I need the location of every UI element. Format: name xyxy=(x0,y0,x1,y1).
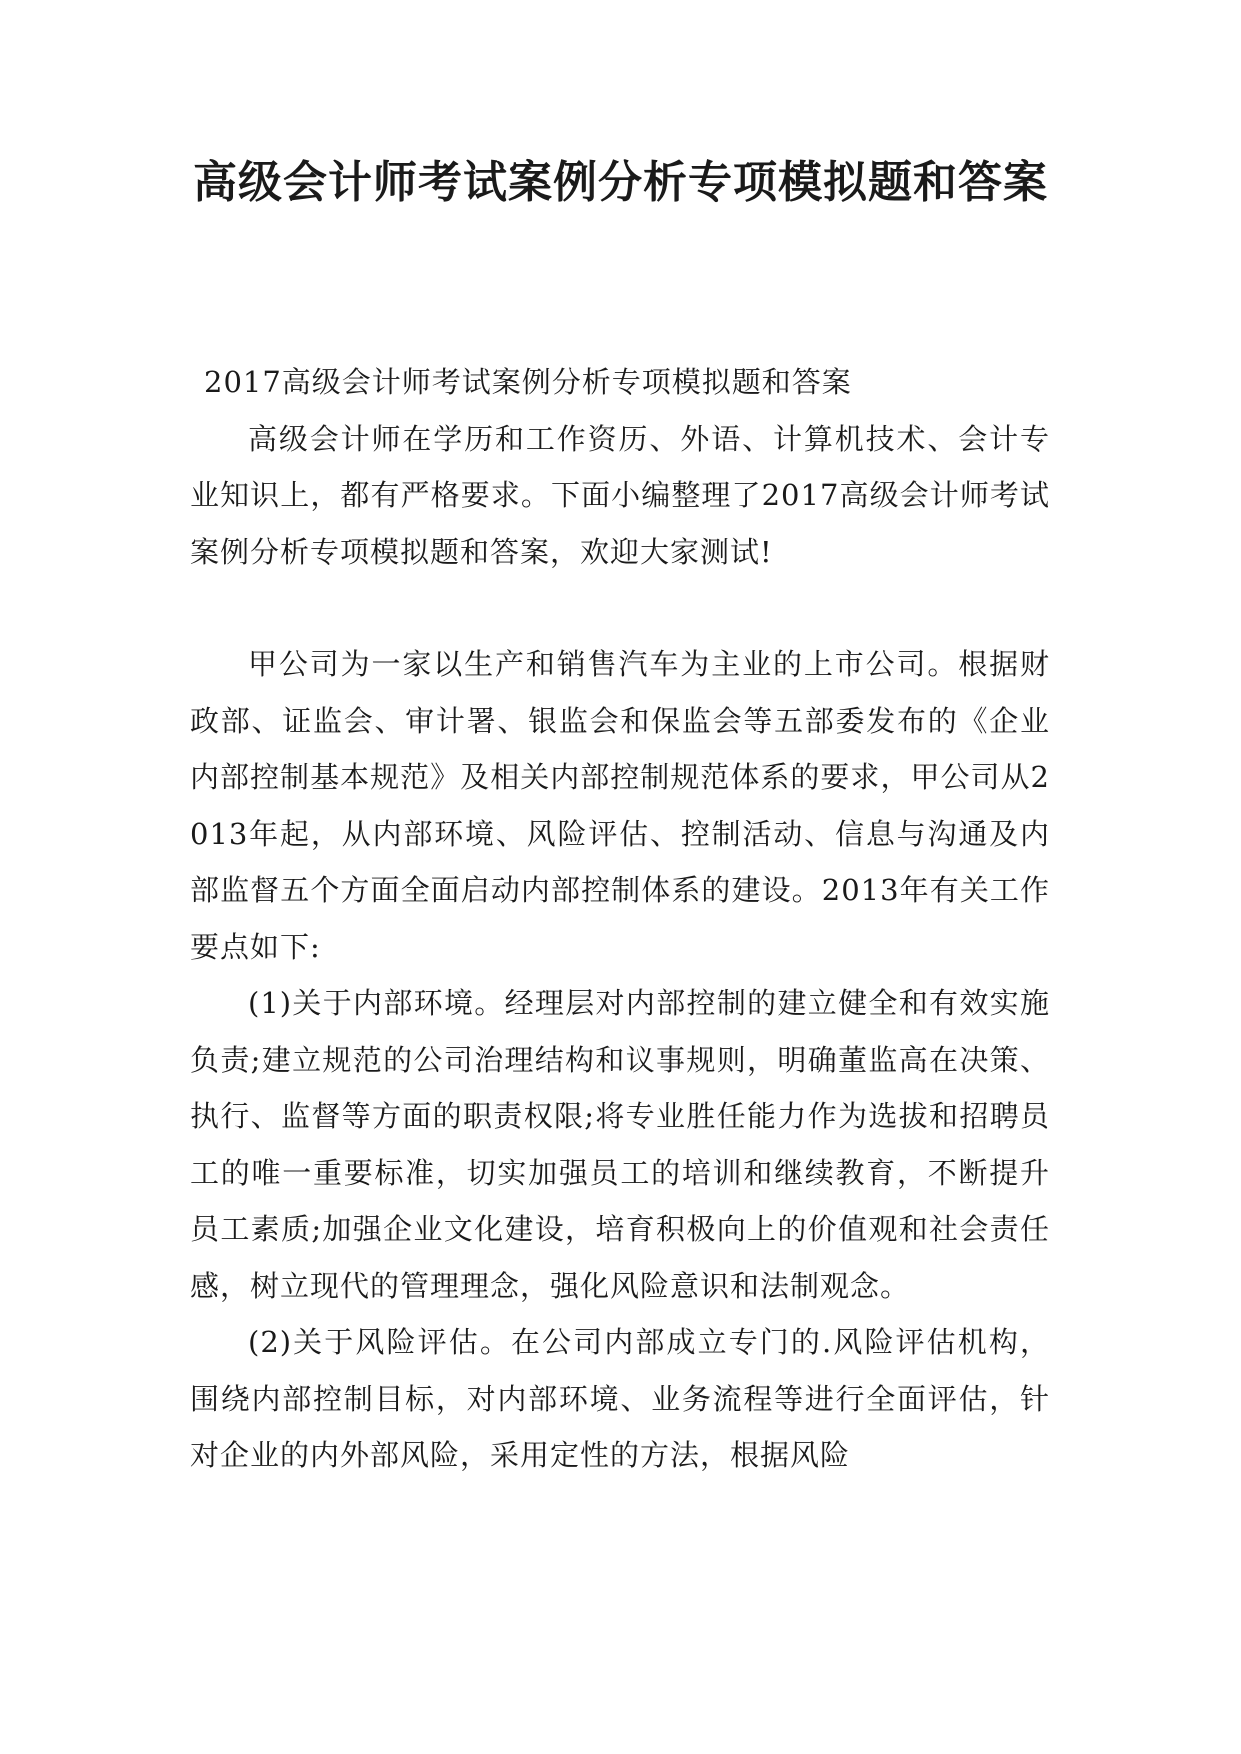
point-1-paragraph: (1)关于内部环境。经理层对内部控制的建立健全和有效实施负责;建立规范的公司治理结构和议事规则，明确董监高在决策、执行、监督等方面的职责权限;将专业胜任能力作为选拔和招聘员工的唯一重要标准，切实加强员工的培训和继续教育，不断提升员工素质;加强企业文化建设，培育积极向上的价值观和社会责任感，树立现代的管理理念，强化风险意识和法制观念。 xyxy=(190,986,1050,1303)
document-body xyxy=(190,354,1050,1484)
intro-paragraph: 高级会计师在学历和工作资历、外语、计算机技术、会计专业知识上，都有严格要求。下面小编整理了2017高级会计师考试案例分析专项模拟题和答案，欢迎大家测试! xyxy=(190,421,1050,569)
document-title: 高级会计师考试案例分析专项模拟题和答案 xyxy=(193,157,1048,208)
case-paragraph: 甲公司为一家以生产和销售汽车为主业的上市公司。根据财政部、证监会、审计署、银监会和保监会等五部委发布的《企业内部控制基本规范》及相关内部控制规范体系的要求，甲公司从2013年起，从内部环境、风险评估、控制活动、信息与沟通及内部监督五个方面全面启动内部控制体系的建设。2013年有关工作要点如下: xyxy=(190,647,1050,964)
document-subtitle: 2017高级会计师考试案例分析专项模拟题和答案 xyxy=(204,365,852,399)
paragraph-spacer xyxy=(190,580,1050,636)
point-2-paragraph: (2)关于风险评估。在公司内部成立专门的.风险评估机构，围绕内部控制目标，对内部环境、业务流程等进行全面评估，针对企业的内外部风险，采用定性的方法，根据风险 xyxy=(190,1325,1050,1472)
